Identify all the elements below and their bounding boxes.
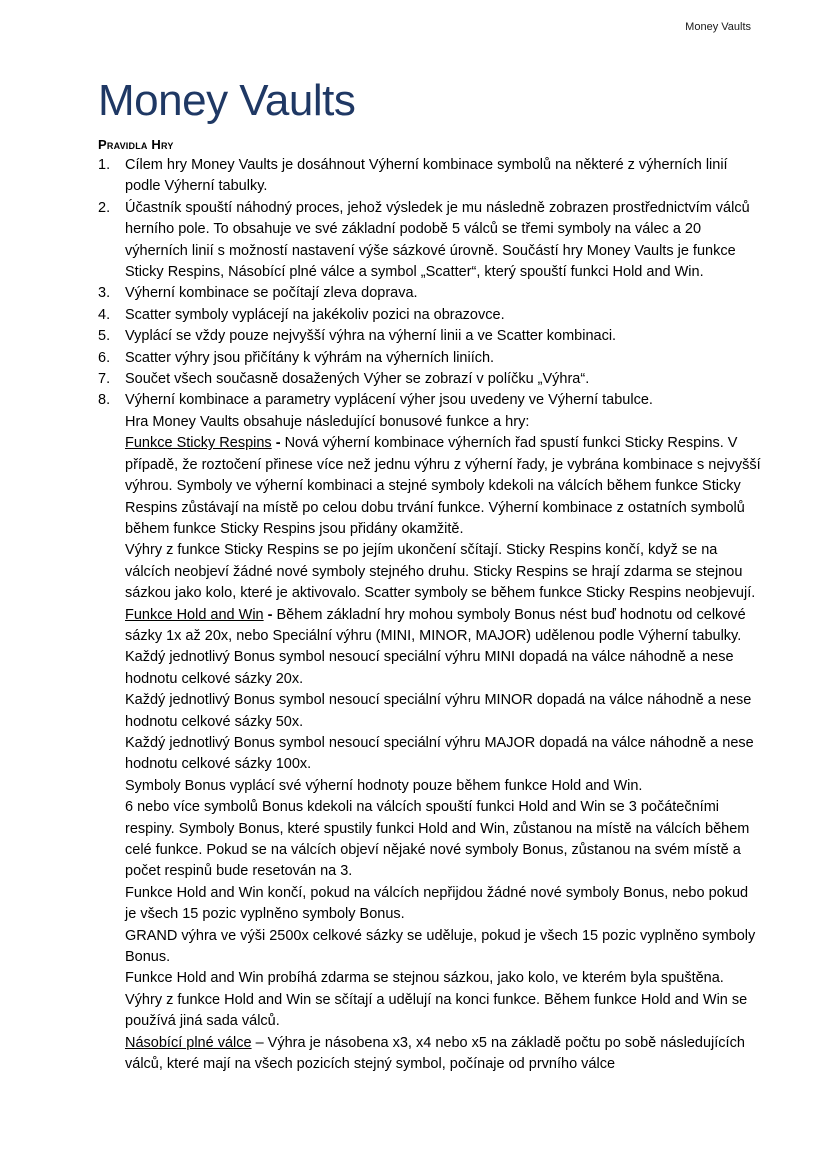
- sub-paragraph: [125, 733, 762, 776]
- text-run: GRAND výhra ve výši 2500x celkové sázky se uděluje, pokud je všech 15 pozic vyplněno symboly Bonus.: [125, 927, 756, 966]
- text-run: Výhry z funkce Sticky Respins se po jejím ukončení sčítají. Sticky Respins končí, když se na válcích neobjeví žádné nové symboly stejného druhu. Sticky Respins se hrají zdarma se stejnou sázkou jako kolo, které je aktivovalo. Scatter symboly se během funkce Sticky Respins neobjevují.: [125, 542, 756, 602]
- sub-paragraph: [125, 797, 762, 883]
- rule-number: 8.: [98, 392, 111, 409]
- text-run: Během základní hry mohou symboly Bonus nést buď hodnotu od celkové sázky 1x až 20x, nebo Speciální výhru (MINI, MINOR, MAJOR) udělenou podle Výherní tabulky.: [125, 606, 746, 644]
- rule-text: [125, 390, 762, 1075]
- rule-number: 4.: [98, 306, 111, 323]
- rules-list: [98, 155, 762, 1075]
- section-heading-rules: Pravidla Hry: [98, 137, 174, 152]
- rule-item: [98, 305, 762, 326]
- text-run: 6 nebo více symbolů Bonus kdekoli na válcích spouští funkci Hold and Win se 3 počátečními respiny. Symboly Bonus, které spustily funkci Hold and Win, zůstanou na místě na válcích během celé funkce. Pokud se na válcích objeví nějaké nové symboly Bonus, zůstanou na svém místě a počet respinů bude resetován na 3.: [125, 799, 750, 880]
- rule-number: 6.: [98, 349, 111, 366]
- rule-number: 3.: [98, 285, 111, 302]
- text-run: Vyplácí se vždy pouze nejvyšší výhra na výherní linii a ve Scatter kombinaci.: [125, 328, 617, 345]
- rule-paragraph: [125, 155, 762, 198]
- sub-paragraph: [125, 605, 762, 648]
- text-run: Symboly Bonus vyplácí své výherní hodnoty pouze během funkce Hold and Win.: [125, 777, 643, 794]
- sub-paragraph: [125, 433, 762, 540]
- text-run: Scatter výhry jsou přičítány k výhrám na výherních liniích.: [125, 349, 495, 366]
- sub-paragraph: [125, 690, 762, 733]
- page-title: Money Vaults: [98, 76, 356, 125]
- rule-text: [125, 155, 762, 198]
- text-run: Součet všech současně dosažených Výher se zobrazí v políčku „Výhra“.: [125, 371, 590, 388]
- feature-heading: Funkce Sticky Respins: [125, 435, 272, 452]
- sub-paragraph: [125, 926, 762, 969]
- sub-paragraph: [125, 647, 762, 690]
- text-run: Scatter symboly vyplácejí na jakékoliv pozici na obrazovce.: [125, 306, 505, 323]
- text-run: Každý jednotlivý Bonus symbol nesoucí speciální výhru MINOR dopadá na válce náhodně a nese hodnotu celkové sázky 50x.: [125, 692, 752, 730]
- rule-paragraph: [125, 348, 762, 369]
- text-run: Výherní kombinace se počítají zleva doprava.: [125, 285, 418, 302]
- rule-item: [98, 348, 762, 369]
- rule-text: [125, 348, 762, 369]
- feature-heading: Funkce Hold and Win: [125, 606, 264, 623]
- document-body: [98, 0, 762, 1075]
- rule-number: 5.: [98, 328, 111, 345]
- rule-paragraph: [125, 283, 762, 304]
- rule-text: [125, 326, 762, 347]
- sub-paragraph: [125, 540, 762, 604]
- rule-item: [98, 369, 762, 390]
- separator-run: -: [263, 606, 277, 623]
- text-run: Funkce Hold and Win probíhá zdarma se stejnou sázkou, jako kolo, ve kterém byla spuštěna.: [125, 970, 724, 987]
- rule-paragraph: [125, 390, 762, 411]
- text-run: Účastník spouští náhodný proces, jehož výsledek je mu následně zobrazen prostřednictvím válců herního pole. To obsahuje ve své základní podobě 5 válců se třemi symboly na válec a 20 výherních linií s možností nastavení výše sázkové úrovně. Součástí hry Money Vaults je funkce Sticky Respins, Násobící plné válce a symbol „Scatter“, který spouští funkci Hold and Win.: [125, 199, 750, 281]
- rule-number: 1.: [98, 157, 111, 173]
- sub-paragraph: [125, 968, 762, 989]
- text-run: Nová výherní kombinace výherních řad spustí funkci Sticky Respins. V případě, že roztočení přinese více než jednu výhru z výherní řady, je vybrána kombinace s nejvyšší výhrou. Symboly ve výherní kombinaci a stejné symboly kdekoli na válcích během funkce Sticky Respins zůstávají na místě po celou dobu trvání funkce. Výherní kombinace z ostatních symbolů během funkce Sticky Respins jsou přidány okamžitě.: [125, 435, 761, 537]
- rule-item: [98, 326, 762, 347]
- sub-paragraph: [125, 1033, 762, 1076]
- rule-text: [125, 305, 762, 326]
- sub-paragraph: [125, 883, 762, 926]
- rule-item: [98, 390, 762, 1075]
- text-run: Hra Money Vaults obsahuje následující bonusové funkce a hry:: [125, 413, 530, 430]
- rule-item: [98, 155, 762, 198]
- page-header-title: Money Vaults: [685, 21, 751, 33]
- text-run: Každý jednotlivý Bonus symbol nesoucí speciální výhru MINI dopadá na válce náhodně a nese hodnotu celkové sázky 20x.: [125, 649, 734, 687]
- rule-paragraph: [125, 198, 762, 284]
- rule-paragraph: [125, 369, 762, 390]
- text-run: Každý jednotlivý Bonus symbol nesoucí speciální výhru MAJOR dopadá na válce náhodně a nese hodnotu celkové sázky 100x.: [125, 734, 754, 773]
- rule-text: [125, 198, 762, 284]
- sub-paragraph: [125, 412, 762, 433]
- text-run: –: [251, 1034, 268, 1051]
- rule-number: 7.: [98, 371, 111, 388]
- rule-text: [125, 283, 762, 304]
- rule-item: [98, 283, 762, 304]
- feature-heading: Násobící plné válce: [125, 1034, 252, 1051]
- separator-run: -: [271, 435, 285, 452]
- text-run: Funkce Hold and Win končí, pokud na válcích nepřijdou žádné nové symboly Bonus, nebo pokud je všech 15 pozic vyplněno symboly Bonus.: [125, 884, 749, 923]
- sub-paragraph: [125, 990, 762, 1033]
- rule-number: 2.: [98, 199, 111, 216]
- rule-text: [125, 369, 762, 390]
- rule-item: [98, 198, 762, 284]
- rule-paragraph: [125, 305, 762, 326]
- text-run: Cílem hry Money Vaults je dosáhnout Výherní kombinace symbolů na některé z výherních linií podle Výherní tabulky.: [125, 157, 728, 195]
- text-run: Výherní kombinace a parametry vyplácení výher jsou uvedeny ve Výherní tabulce.: [125, 392, 653, 409]
- sub-paragraph: [125, 776, 762, 797]
- text-run: Výhry z funkce Hold and Win se sčítají a udělují na konci funkce. Během funkce Hold and Win se používá jiná sada válců.: [125, 991, 748, 1030]
- rule-paragraph: [125, 326, 762, 347]
- text-run: Výhra je násobena x3, x4 nebo x5 na základě počtu po sobě následujících válců, které mají na všech pozicích stejný symbol, počínaje od prvního válce: [125, 1034, 745, 1073]
